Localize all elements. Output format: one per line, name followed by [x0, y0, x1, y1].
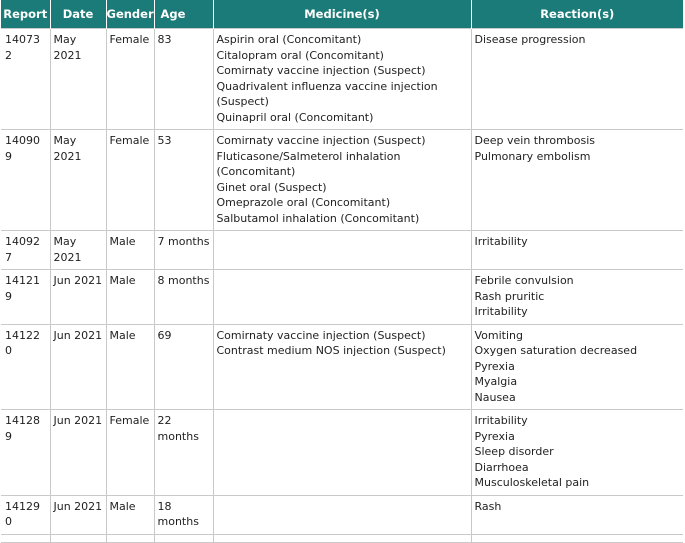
medicines-cell	[213, 130, 471, 231]
reaction-item: Irritability	[474, 235, 528, 248]
age-cell: 83	[154, 29, 213, 130]
reaction-item: Myalgia	[474, 375, 518, 388]
reaction-item: Nausea	[474, 390, 516, 404]
gender-cell: Male	[106, 495, 154, 534]
medicine-item: Ginet oral (Suspect)	[216, 180, 327, 194]
gender-cell: Male	[106, 231, 154, 270]
table-row	[1, 130, 683, 231]
gender-cell: Male	[106, 270, 154, 325]
age-cell: 8 months	[154, 270, 213, 325]
reaction-item: Rash pruritic	[474, 289, 545, 303]
column-header-date[interactable]: Date	[50, 0, 106, 29]
table-body	[1, 29, 683, 543]
reactions-cell	[471, 534, 683, 542]
medicines-cell	[213, 231, 471, 270]
age-cell: 53	[154, 130, 213, 231]
column-header-age[interactable]: Age	[154, 0, 213, 29]
medicine-item: Contrast medium NOS injection (Suspect)	[216, 344, 446, 357]
reactions-cell	[471, 130, 683, 231]
column-header-medicines[interactable]: Medicine(s)	[213, 0, 471, 29]
medicines-cell	[213, 534, 471, 542]
reaction-item: Pyrexia	[474, 429, 515, 443]
medicine-item: Salbutamol inhalation (Concomitant)	[216, 211, 420, 225]
reaction-item: Irritability	[474, 414, 528, 427]
medicines-cell	[213, 410, 471, 496]
age-cell: 18 months	[154, 495, 213, 534]
date-cell: Jun 2021	[50, 270, 106, 325]
reaction-item: Disease progression	[474, 33, 586, 46]
column-header-report[interactable]: Report	[1, 0, 50, 29]
medicine-item: Quinapril oral (Concomitant)	[216, 110, 374, 124]
gender-cell: Male	[106, 324, 154, 410]
reaction-item: Diarrhoea	[474, 460, 529, 474]
adverse-reactions-table	[1, 0, 683, 543]
medicine-item: Comirnaty vaccine injection (Suspect)	[216, 64, 426, 77]
medicine-item: Comirnaty vaccine injection (Suspect)	[216, 134, 426, 147]
report-cell: 141289	[1, 410, 50, 496]
report-cell: 140909	[1, 130, 50, 231]
date-cell: May 2021	[50, 130, 106, 231]
reaction-item: Oxygen saturation decreased	[474, 344, 638, 357]
report-cell: 140927	[1, 231, 50, 270]
medicine-item: Comirnaty vaccine injection (Suspect)	[216, 328, 426, 342]
table-header	[1, 0, 683, 29]
medicine-item: Omeprazole oral (Concomitant)	[216, 196, 391, 209]
report-cell: 140732	[1, 29, 50, 130]
reaction-item: Pulmonary embolism	[474, 149, 591, 163]
date-cell: Jun 2021	[50, 410, 106, 496]
table-row	[1, 410, 683, 496]
gender-cell: Female	[106, 130, 154, 231]
medicine-item: Aspirin oral (Concomitant)	[216, 33, 362, 46]
reaction-item: Pyrexia	[474, 359, 515, 373]
date-cell: Jun 2021	[50, 495, 106, 534]
column-header-reactions[interactable]: Reaction(s)	[471, 0, 683, 29]
reactions-cell	[471, 270, 683, 325]
table-row	[1, 495, 683, 534]
date-cell: Jun 2021	[50, 324, 106, 410]
table-row	[1, 324, 683, 410]
reactions-cell	[471, 410, 683, 496]
reactions-cell	[471, 495, 683, 534]
medicine-item: Fluticasone/Salmeterol inhalation (Concomitant)	[216, 149, 401, 178]
reactions-cell	[471, 231, 683, 270]
table-row	[1, 270, 683, 325]
table-row	[1, 534, 683, 542]
medicines-cell	[213, 324, 471, 410]
reaction-item: Vomiting	[474, 328, 523, 342]
age-cell: 22 months	[154, 410, 213, 496]
header-row	[1, 0, 683, 29]
medicines-cell	[213, 29, 471, 130]
report-cell: 141220	[1, 324, 50, 410]
report-cell: 141290	[1, 495, 50, 534]
date-cell: May 2021	[50, 231, 106, 270]
table-row	[1, 29, 683, 130]
date-cell	[50, 534, 106, 542]
column-header-gender[interactable]: Gender	[106, 0, 154, 29]
reaction-item: Febrile convulsion	[474, 274, 574, 287]
date-cell: May 2021	[50, 29, 106, 130]
gender-cell: Female	[106, 410, 154, 496]
report-cell	[1, 534, 50, 542]
gender-cell	[106, 534, 154, 542]
report-cell: 141219	[1, 270, 50, 325]
reaction-item: Sleep disorder	[474, 445, 554, 458]
age-cell	[154, 534, 213, 542]
age-cell: 7 months	[154, 231, 213, 270]
reactions-cell	[471, 29, 683, 130]
reaction-item: Rash	[474, 499, 502, 513]
reaction-item: Musculoskeletal pain	[474, 476, 590, 489]
gender-cell: Female	[106, 29, 154, 130]
table-row	[1, 231, 683, 270]
medicines-cell	[213, 495, 471, 534]
reaction-item: Irritability	[474, 305, 528, 318]
reaction-item: Deep vein thrombosis	[474, 134, 596, 147]
age-cell: 69	[154, 324, 213, 410]
medicines-cell	[213, 270, 471, 325]
medicine-item: Quadrivalent influenza vaccine injection (Suspect)	[216, 79, 438, 108]
reactions-cell	[471, 324, 683, 410]
medicine-item: Citalopram oral (Concomitant)	[216, 48, 384, 62]
